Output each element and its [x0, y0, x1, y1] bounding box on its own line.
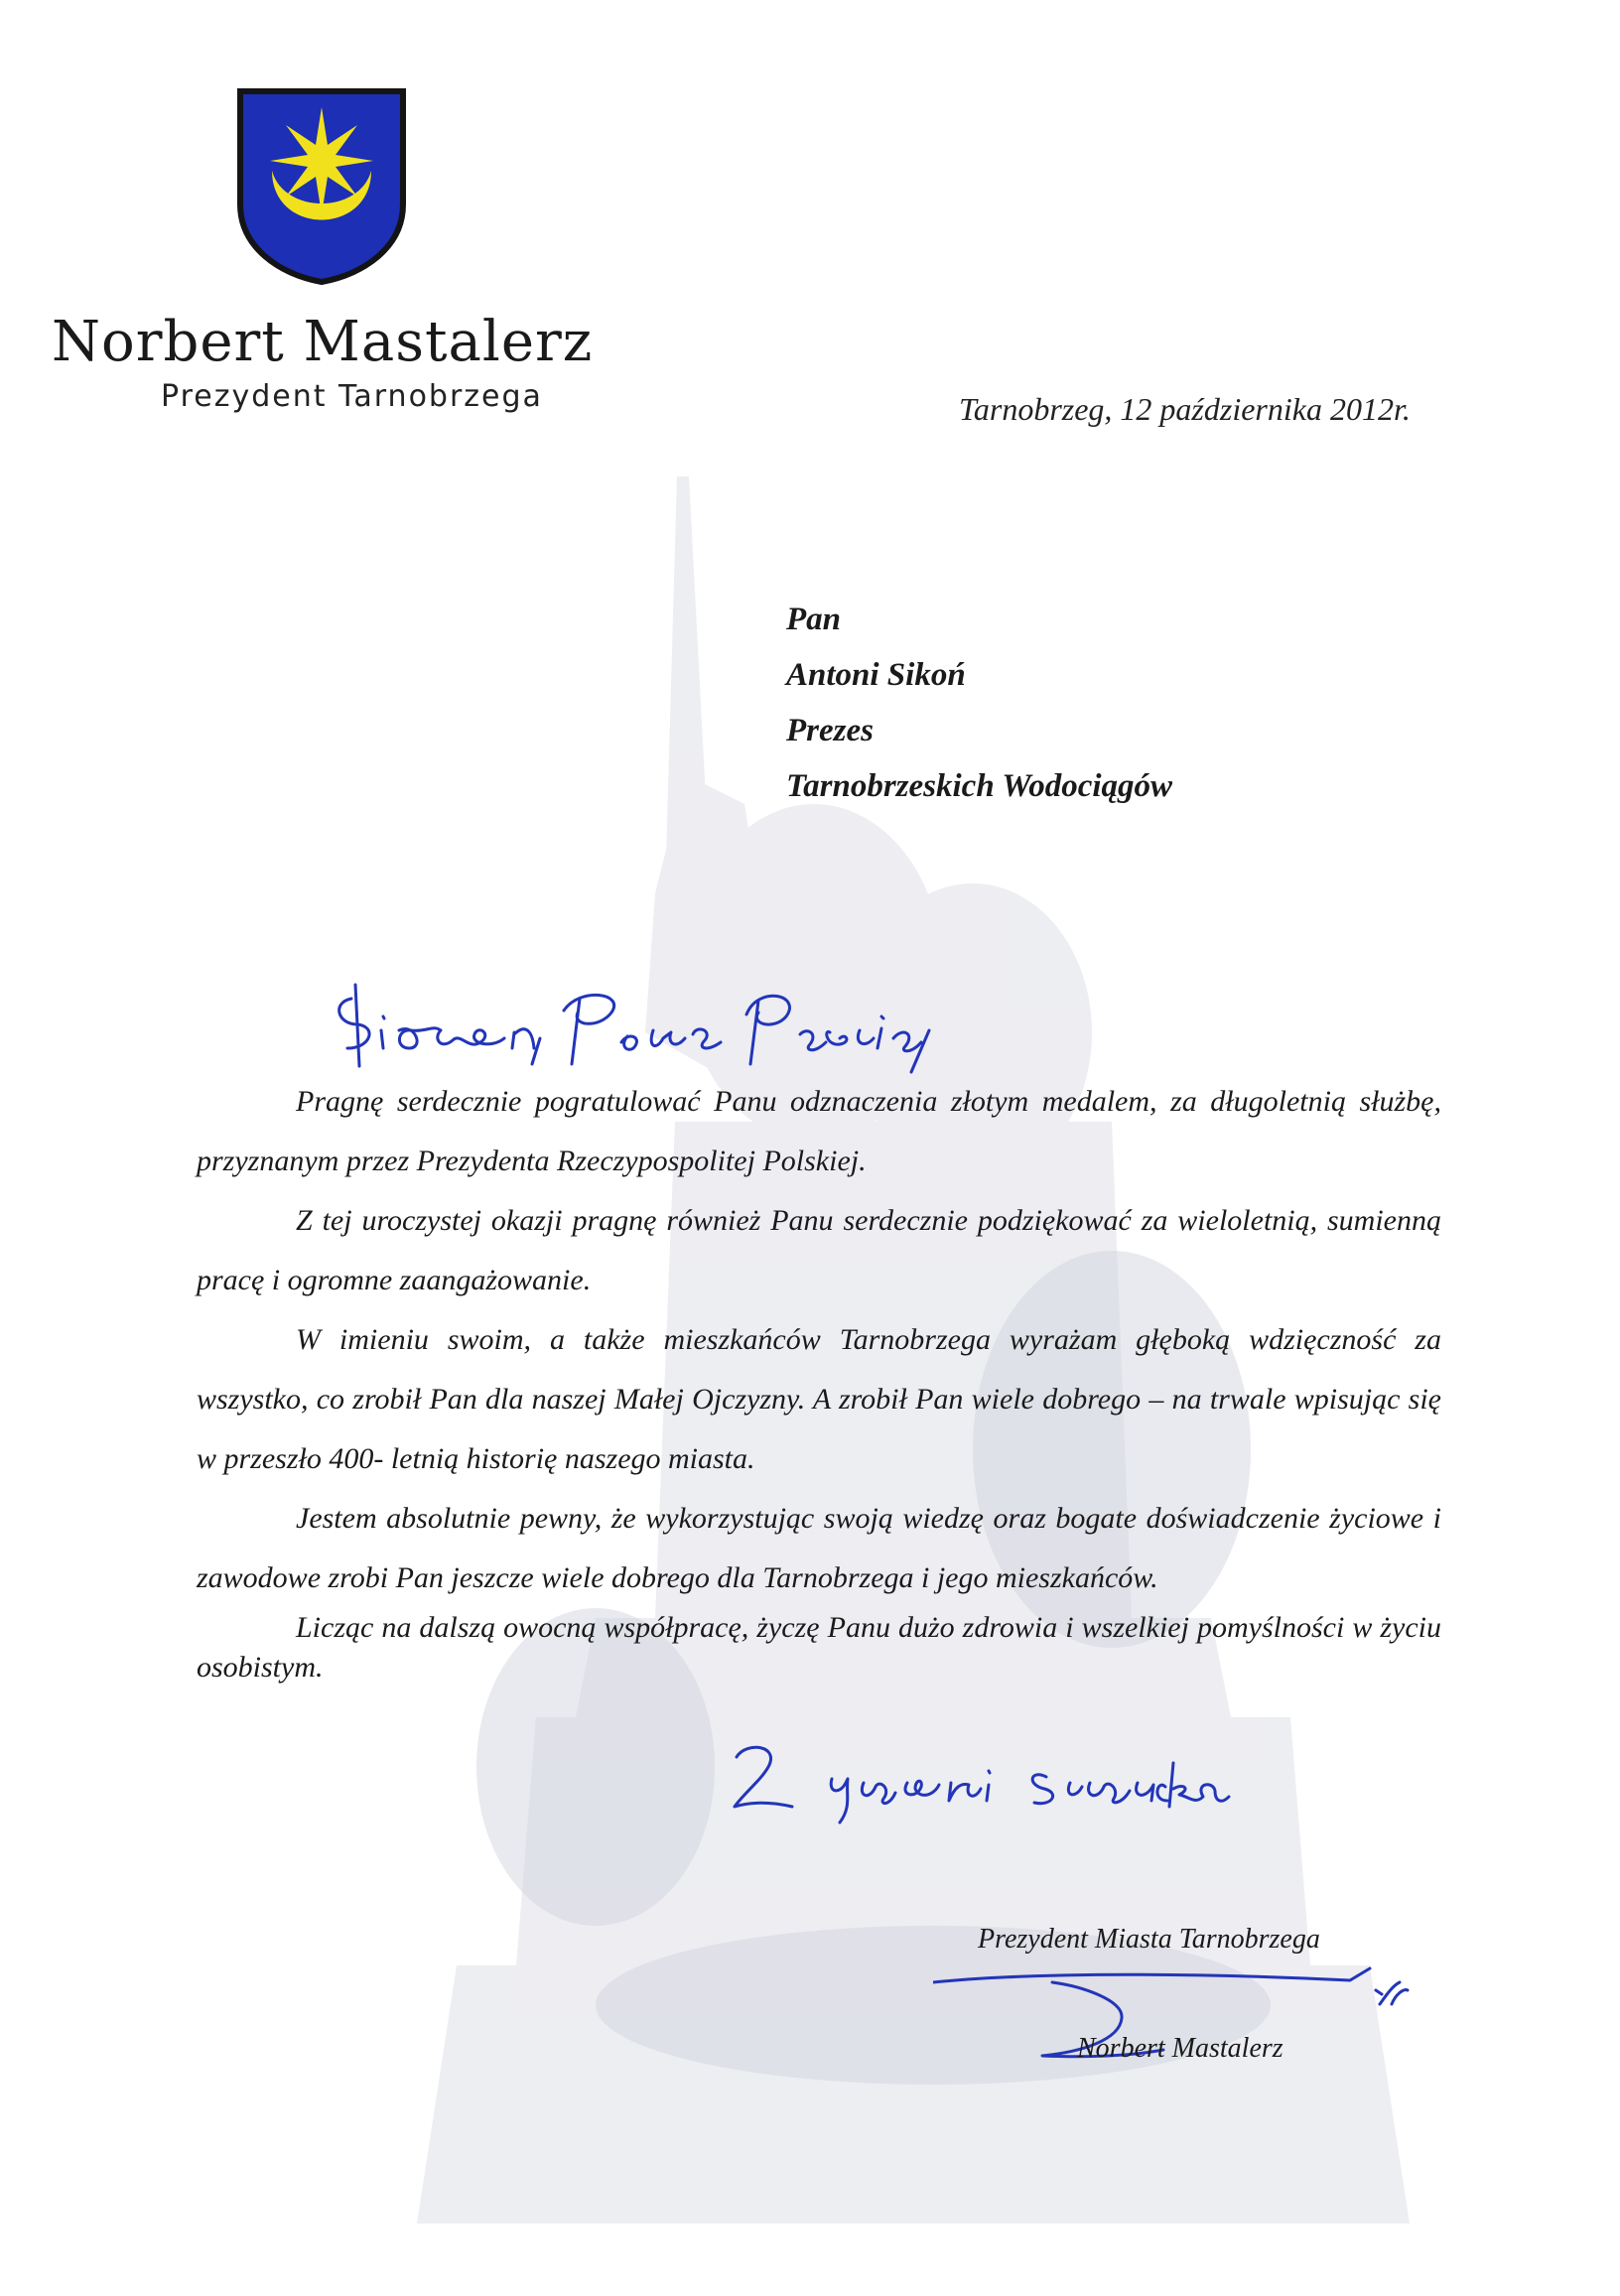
recipient-organization: Tarnobrzeskich Wodociągów	[786, 768, 1173, 804]
coat-of-arms-icon	[236, 87, 407, 286]
signatory-name: Norbert Mastalerz	[1077, 2033, 1283, 2064]
sender-name: Norbert Mastalerz	[52, 310, 594, 374]
body-paragraph: Licząc na dalszą owocną współpracę, życzę Panu dużo zdrowia i wszelkiej pomyślności w życiu osobistym.	[197, 1611, 1441, 1684]
handwritten-salutation	[330, 969, 945, 1078]
recipient-salutation-word: Pan	[786, 602, 842, 637]
signatory-role: Prezydent Miasta Tarnobrzega	[978, 1924, 1320, 1955]
body-paragraph: Z tej uroczystej okazji pragnę również Panu serdecznie podziękować za wieloletnią, sumienną pracę i ogromne zaangażowanie.	[197, 1204, 1441, 1296]
date-line: Tarnobrzeg, 12 października 2012r.	[959, 391, 1411, 427]
recipient-block	[786, 592, 1172, 814]
letter-body	[197, 1072, 1441, 1688]
recipient-position: Prezes	[786, 713, 874, 748]
recipient-name: Antoni Sikoń	[786, 657, 966, 693]
body-paragraph: Pragnę serdecznie pogratulować Panu odznaczenia złotym medalem, za długoletnią służbę, przyznanym przez Prezydenta Rzeczypospolitej Polskiej.	[197, 1085, 1441, 1177]
body-paragraph: W imieniu swoim, a także mieszkańców Tarnobrzega wyrażam głęboką wdzięczność za wszystko, co zrobił Pan dla naszej Małej Ojczyzny. A zrobił Pan wiele dobrego – na trwale wpisując się w przeszło 400- letnią historię naszego miasta.	[197, 1323, 1441, 1475]
body-paragraph: Jestem absolutnie pewny, że wykorzystując swoją wiedzę oraz bogate doświadczenie życiowe i zawodowe zrobi Pan jeszcze wiele dobrego dla Tarnobrzega i jego mieszkańców.	[197, 1502, 1441, 1594]
handwritten-closing	[725, 1727, 1281, 1826]
sender-title: Prezydent Tarnobrzega	[161, 379, 543, 414]
